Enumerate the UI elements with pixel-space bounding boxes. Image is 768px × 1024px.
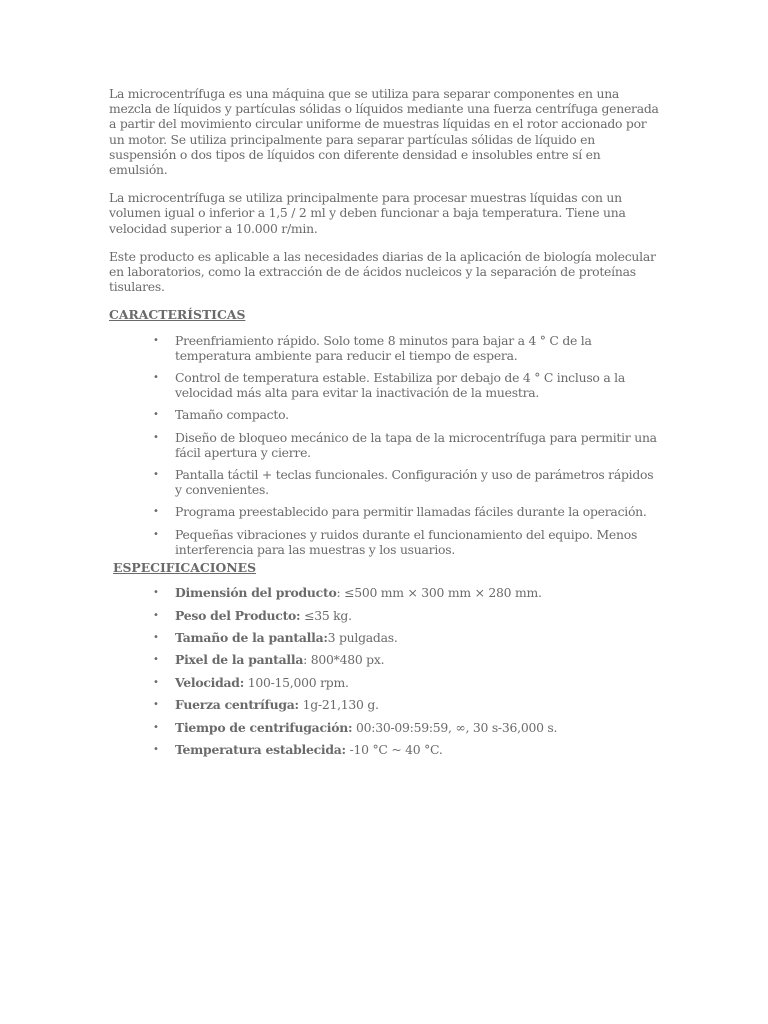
list-item bbox=[109, 720, 661, 735]
bullet-icon: • bbox=[153, 372, 159, 384]
specs-list bbox=[109, 585, 661, 757]
paragraph-application: Este producto es aplicable a las necesidades diarias de la aplicación de biología molecular en laboratorios, como la extracción de de ácidos nucleicos y la separación de proteínas tisulares. bbox=[109, 248, 656, 295]
spec-value: 1g-21,130 g. bbox=[298, 697, 379, 713]
list-item bbox=[109, 467, 661, 497]
spec-value: : ≤500 mm × 300 mm × 280 mm. bbox=[336, 585, 542, 601]
spec-value: 00:30-09:59:59, ∞, 30 s-36,000 s. bbox=[352, 719, 558, 735]
feature-text: Pequeñas vibraciones y ruidos durante el funcionamiento del equipo. Menos interferencia para las muestras y los usuarios. bbox=[175, 526, 638, 557]
spec-label: Peso del Producto: bbox=[175, 607, 301, 623]
bullet-icon: • bbox=[153, 506, 159, 518]
features-list bbox=[109, 333, 661, 557]
feature-text: Programa preestablecido para permitir llamadas fáciles durante la operación. bbox=[175, 504, 647, 520]
bullet-icon: • bbox=[153, 334, 159, 346]
spec-value: -10 °C ~ 40 °C. bbox=[345, 742, 443, 758]
list-item bbox=[109, 370, 661, 400]
bullet-icon: • bbox=[153, 676, 159, 688]
spec-label: Fuerza centrífuga: bbox=[175, 697, 299, 713]
bullet-icon: • bbox=[153, 469, 159, 481]
spec-label: Temperatura establecida: bbox=[175, 742, 346, 758]
paragraph-intro: La microcentrífuga es una máquina que se utiliza para separar componentes en una mezcla de líquidos y partículas sólidas o líquidos mediante una fuerza centrífuga generada a partir del movimiento circular uniforme de muestras líquidas en el rotor accionado por un motor. Se utiliza principalmente para separar partículas sólidas de líquido en suspensión o dos tipos de líquidos con diferente densidad e insolubles entre sí en emulsión. bbox=[109, 86, 659, 178]
bullet-icon: • bbox=[153, 699, 159, 711]
list-item bbox=[109, 430, 661, 460]
spec-value: : 800*480 px. bbox=[303, 652, 385, 668]
document-page bbox=[109, 86, 661, 764]
paragraph-usage: La microcentrífuga se utiliza principalmente para procesar muestras líquidas con un volumen igual o inferior a 1,5 / 2 ml y deben funcionar a baja temperatura. Tiene una velocidad superior a 10.000 r/min. bbox=[109, 190, 626, 236]
feature-text: Control de temperatura estable. Estabiliza por debajo de 4 ° C incluso a la velocidad más alta para evitar la inactivación de la muestra. bbox=[175, 370, 626, 401]
list-item bbox=[109, 527, 661, 557]
list-item bbox=[109, 407, 661, 422]
features-heading: CARACTERÍSTICAS bbox=[109, 307, 246, 323]
bullet-icon: • bbox=[153, 744, 159, 756]
spec-label: Tamaño de la pantalla: bbox=[175, 630, 328, 646]
list-item bbox=[109, 585, 661, 600]
bullet-icon: • bbox=[153, 431, 159, 443]
feature-text: Tamaño compacto. bbox=[175, 407, 289, 423]
bullet-icon: • bbox=[153, 587, 159, 599]
feature-text: Preenfriamiento rápido. Solo tome 8 minutos para bajar a 4 ° C de la temperatura ambiente para reducir el tiempo de espera. bbox=[175, 332, 592, 363]
bullet-icon: • bbox=[153, 409, 159, 421]
list-item bbox=[109, 608, 661, 623]
bullet-icon: • bbox=[153, 528, 159, 540]
spec-value: ≤35 kg. bbox=[300, 607, 352, 623]
bullet-icon: • bbox=[153, 609, 159, 621]
list-item bbox=[109, 697, 661, 712]
bullet-icon: • bbox=[153, 632, 159, 644]
spec-label: Pixel de la pantalla bbox=[175, 652, 304, 668]
list-item bbox=[109, 675, 661, 690]
list-item bbox=[109, 333, 661, 363]
list-item bbox=[109, 630, 661, 645]
bullet-icon: • bbox=[153, 721, 159, 733]
spec-label: Dimensión del producto bbox=[175, 585, 337, 601]
bullet-icon: • bbox=[153, 654, 159, 666]
spec-value: 100-15,000 rpm. bbox=[244, 674, 349, 690]
specs-heading: ESPECIFICACIONES bbox=[113, 560, 257, 576]
spec-label: Velocidad: bbox=[175, 674, 245, 690]
list-item bbox=[109, 742, 661, 757]
spec-label: Tiempo de centrifugación: bbox=[175, 719, 353, 735]
feature-text: Pantalla táctil + teclas funcionales. Configuración y uso de parámetros rápidos y convenientes. bbox=[175, 467, 654, 498]
feature-text: Diseño de bloqueo mecánico de la tapa de la microcentrífuga para permitir una fácil apertura y cierre. bbox=[175, 429, 657, 460]
spec-value: 3 pulgadas. bbox=[327, 630, 398, 646]
list-item bbox=[109, 504, 661, 519]
list-item bbox=[109, 652, 661, 667]
